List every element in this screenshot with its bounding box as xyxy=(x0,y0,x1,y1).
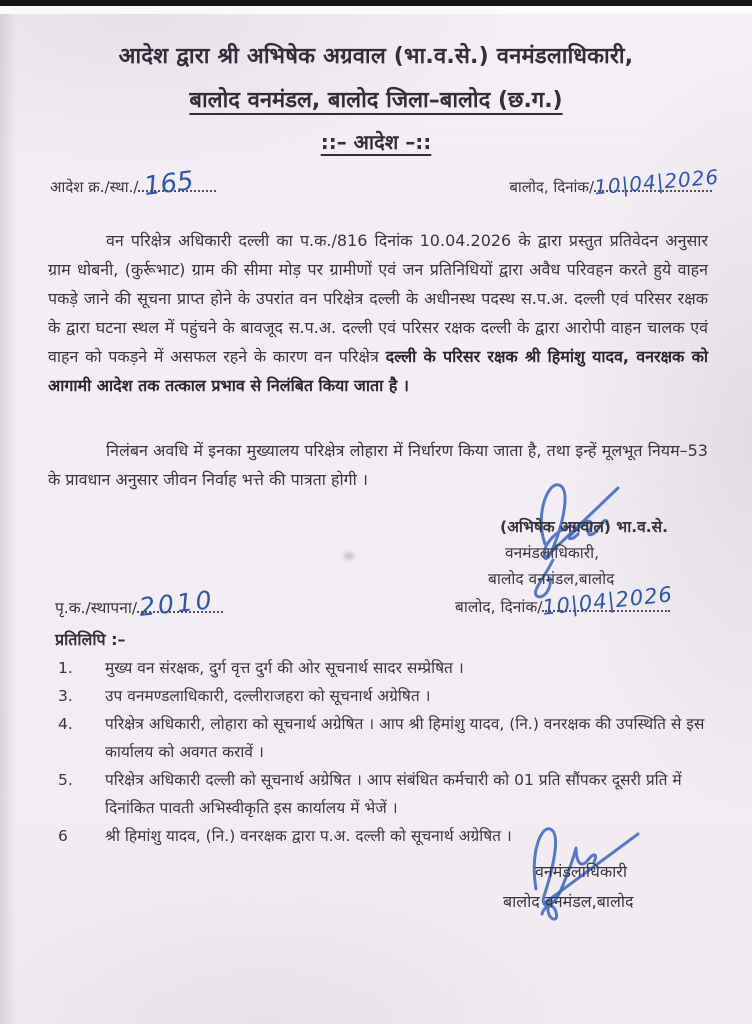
signature-date-line xyxy=(455,582,675,620)
officer-division: बालोद वनमंडल,बालोद xyxy=(488,570,615,588)
list-item-number: 1. xyxy=(58,659,73,677)
order-paragraph-1 xyxy=(48,226,708,400)
signature-date-dotted-line xyxy=(541,582,675,620)
paragraph-1-text: वन परिक्षेत्र अधिकारी दल्ली का प.क./816 दिनांक 10.04.2026 के द्वारा प्रस्तुत प्रतिवेदन अनुसार ग्राम धोबनी, (कुर्रूभाट) ग्राम की सीमा मोड़ पर ग्रामीणों एवं जन प्रतिनिधियों द्वारा अवैध परिवहन करते हुये वाहन पकड़े जाने की सूचना प्राप्त होने के उपरांत वन परिक्षेत्र दल्ली के अधीनस्थ पदस्थ स.प.अ. दल्ली एवं परिसर रक्षक के द्वारा घटना स्थल में पहुंचने के बावजूद स.प.अ. दल्ली एवं परिसर रक्षक दल्ली के द्वारा आरोपी वाहन चालक एवं वाहन को पकड़ने में असफल रहने के कारण वन परिक्षेत्र xyxy=(48,231,708,366)
dispatch-ref-label: पृ.क./स्थापना/ xyxy=(55,599,138,617)
order-number-handwritten: 165 xyxy=(142,166,196,202)
signature-date-handwritten: 10|04|2026 xyxy=(541,582,675,620)
list-item-text: उप वनमण्डलाधिकारी, दल्लीराजहरा को सूचनार्थ अग्रेषित । xyxy=(105,687,431,705)
letterhead-line2: बालोद वनमंडल, बालोद जिला–बालोद (छ.ग.) xyxy=(189,88,563,113)
officer-designation-bottom: वनमंडलाधिकारी xyxy=(535,862,628,881)
order-date-line xyxy=(509,164,721,200)
order-number-line xyxy=(50,166,216,202)
letterhead-line1: आदेश द्वारा श्री अभिषेक अग्रवाल (भा.व.से.) वनमंडलाधिकारी, xyxy=(118,44,634,69)
letterhead xyxy=(0,40,752,155)
list-item-number: 3. xyxy=(58,687,73,705)
order-date-dotted-line xyxy=(593,164,721,200)
order-heading: ::– आदेश –:: xyxy=(320,130,432,154)
list-item xyxy=(58,710,713,766)
order-number-dotted-line xyxy=(138,166,216,202)
list-item-text: परिक्षेत्र अधिकारी, लोहारा को सूचनार्थ अग्रेषित । आप श्री हिमांशु यादव, (नि.) वनरक्षक की उपस्थिति से इस कार्यालय को अवगत करावें । xyxy=(105,715,705,761)
paragraph-2-text: निलंबन अवधि में इनका मुख्यालय परिक्षेत्र लोहारा में निर्धारण किया जाता है, तथा इन्हें मूलभूत नियम–53 के प्रावधान अनुसार जीवन निर्वाह भत्ते की पात्रता होगी । xyxy=(48,441,708,489)
copies-heading: प्रतिलिपि :– xyxy=(55,630,126,649)
list-item xyxy=(58,682,713,710)
scan-smudge xyxy=(344,552,354,560)
list-item-number: 5. xyxy=(58,771,73,789)
order-date-handwritten: 10|04|2026 xyxy=(593,164,721,200)
order-number-label: आदेश क्र./स्था./ xyxy=(50,178,139,196)
suspension-statement-bold: दल्ली के परिसर रक्षक श्री हिमांशु यादव, वनरक्षक को आगामी आदेश तक तत्काल प्रभाव से निलंबित किया जाता है । xyxy=(48,347,708,395)
scan-edge-strip xyxy=(0,0,752,6)
order-place-date-label: बालोद, दिनांक/ xyxy=(509,178,594,196)
officer-division-bottom: बालोद वनमंडल,बालोद xyxy=(503,892,634,911)
officer-designation: वनमंडलाधिकारी, xyxy=(505,544,600,562)
list-item-text: श्री हिमांशु यादव, (नि.) वनरक्षक द्वारा प.अ. दल्ली को सूचनार्थ अग्रेषित । xyxy=(105,827,512,845)
signature-place-date-label: बालोद, दिनांक/ xyxy=(455,598,543,616)
list-item-number: 4. xyxy=(58,715,73,733)
list-item-number: 6 xyxy=(58,827,68,845)
order-meta-row xyxy=(50,164,721,202)
dispatch-ref-handwritten: 2010 xyxy=(137,585,217,622)
dispatch-ref-dotted-line xyxy=(137,585,223,622)
list-item-text: परिक्षेत्र अधिकारी दल्ली को सूचनार्थ अग्रेषित । आप संबंधित कर्मचारी को 01 प्रति सौंपकर दूसरी प्रति में दिनांकित पावती अभिस्वीकृति इस कार्यालय में भेजें । xyxy=(105,771,682,817)
officer-signature-block-bottom xyxy=(503,857,633,917)
paper-sheet xyxy=(0,14,752,1024)
list-item xyxy=(58,654,713,682)
list-item-text: मुख्य वन संरक्षक, दुर्ग वृत्त दुर्ग की ओर सूचनार्थ सादर सम्प्रेषित । xyxy=(105,659,464,677)
dispatch-reference-line xyxy=(55,585,223,622)
officer-name: (अभिषेक अग्रवाल) भा.व.से. xyxy=(500,518,668,536)
officer-signature-block xyxy=(455,514,675,620)
